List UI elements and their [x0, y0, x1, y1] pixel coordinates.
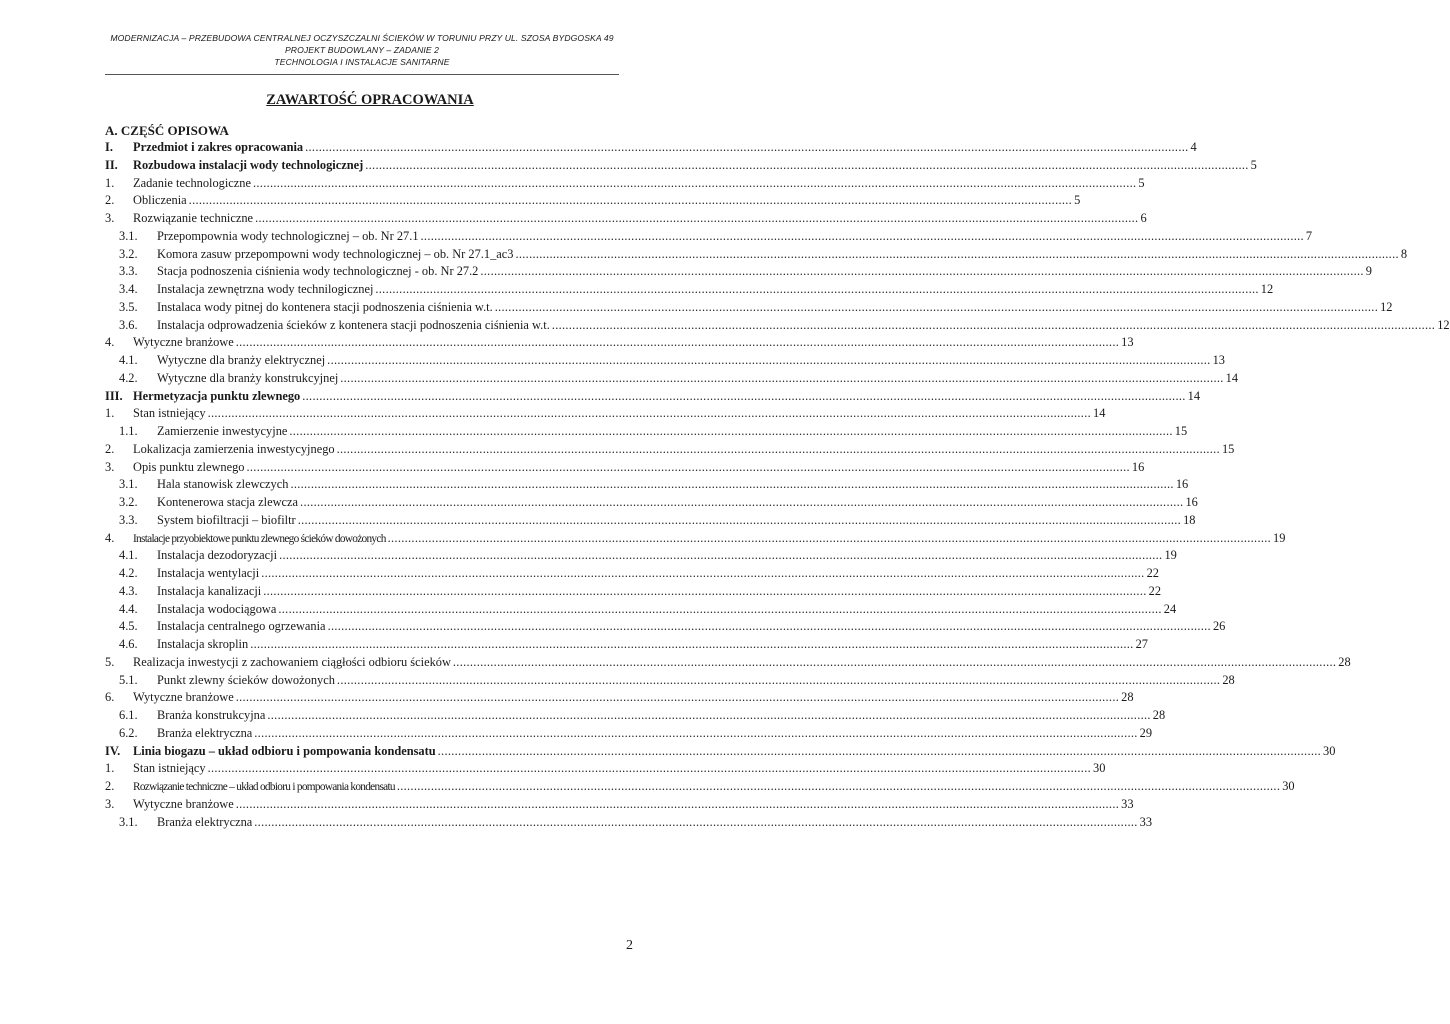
toc-entry-number: 6.2.: [119, 725, 138, 740]
toc-dot-leader: ....................................................................................................................................................................................................................................................................: [437, 743, 1322, 758]
toc-entry-page: 7: [1305, 228, 1313, 243]
toc-entry[interactable]: [105, 281, 1274, 299]
toc-entry[interactable]: [105, 317, 1450, 335]
toc-dot-leader: ....................................................................................................................................................................................................................................................................: [297, 512, 1182, 527]
toc-entry[interactable]: [105, 778, 1295, 796]
toc-dot-leader: ....................................................................................................................................................................................................................................................................: [396, 779, 1281, 793]
toc-entry-number: 4.2.: [119, 370, 138, 385]
header-line-2: PROJEKT BUDOWLANY – ZADANIE 2: [284, 45, 440, 55]
toc-entry-number: II.: [105, 157, 118, 172]
toc-entry[interactable]: [105, 441, 1235, 459]
toc-dot-leader: ....................................................................................................................................................................................................................................................................: [279, 548, 1163, 563]
toc-entry-title: Linia biogazu – układ odbioru i pompowania kondensatu: [133, 743, 436, 758]
toc-entry[interactable]: [105, 494, 1198, 512]
toc-entry-title: Instalacja centralnego ogrzewania: [157, 619, 326, 634]
toc-entry-title: Wytyczne branżowe: [133, 690, 234, 705]
header-line-3: TECHNOLOGIA I INSTALACJE SANITARNE: [274, 57, 450, 67]
header-divider: [105, 74, 619, 75]
toc-entry-title: Instalacja skroplin: [157, 637, 249, 651]
toc-entry-title: Zadanie technologiczne: [133, 175, 251, 190]
toc-dot-leader: ....................................................................................................................................................................................................................................................................: [302, 388, 1186, 403]
toc-entry-title: System biofiltracji – biofiltr: [157, 512, 296, 527]
toc-entry[interactable]: [105, 796, 1134, 814]
toc-entry-title: Hala stanowisk zlewczych: [157, 477, 289, 492]
toc-entry-title: Instalacja dezodoryzacji: [157, 548, 278, 563]
toc-dot-leader: ....................................................................................................................................................................................................................................................................: [452, 654, 1337, 669]
toc-entry-page: 16: [1175, 477, 1189, 492]
toc-entry-title: Branża elektryczna: [157, 725, 253, 740]
toc-entry[interactable]: [105, 547, 1177, 565]
toc-entry-number: 3.: [105, 211, 115, 225]
toc-entry-number: 4.2.: [119, 566, 138, 580]
toc-entry-page: 8: [1400, 246, 1408, 261]
toc-dot-leader: ....................................................................................................................................................................................................................................................................: [327, 353, 1211, 367]
toc-entry[interactable]: [105, 636, 1148, 654]
toc-entry-page: 28: [1338, 654, 1351, 669]
toc-entry-page: 22: [1146, 566, 1159, 580]
toc-entry-number: 4.4.: [119, 601, 138, 616]
toc-entry-page: 18: [1183, 512, 1196, 527]
toc-entry-page: 4: [1190, 140, 1197, 154]
toc-dot-leader: ....................................................................................................................................................................................................................................................................: [254, 814, 1138, 829]
toc-entry[interactable]: [105, 352, 1225, 370]
toc-entry-page: 24: [1163, 601, 1177, 616]
toc-entry[interactable]: [105, 672, 1235, 690]
toc-entry-title: Rozwiązanie techniczne – układ odbioru i pompowania kondensatu: [133, 781, 395, 793]
toc-entry-title: Wytyczne branżowe: [133, 335, 234, 350]
page-number: 2: [626, 938, 633, 953]
toc-entry[interactable]: [105, 476, 1189, 494]
toc-entry[interactable]: [105, 512, 1196, 530]
toc-dot-leader: ....................................................................................................................................................................................................................................................................: [515, 246, 1399, 261]
table-of-contents: [105, 139, 1450, 831]
toc-entry-title: Realizacja inwestycji z zachowaniem ciągłości odbioru ścieków: [133, 654, 451, 669]
toc-entry-page: 30: [1323, 743, 1336, 758]
toc-entry[interactable]: [105, 299, 1393, 317]
toc-entry-title: Rozwiązanie techniczne: [133, 211, 254, 225]
toc-entry-page: 5: [1250, 157, 1257, 172]
toc-dot-leader: ....................................................................................................................................................................................................................................................................: [551, 317, 1436, 332]
toc-entry-page: 12: [1380, 299, 1393, 314]
toc-entry-number: 4.: [105, 335, 115, 350]
toc-dot-leader: ....................................................................................................................................................................................................................................................................: [253, 175, 1137, 190]
toc-entry[interactable]: [105, 707, 1166, 725]
toc-dot-leader: ....................................................................................................................................................................................................................................................................: [289, 424, 1173, 438]
toc-entry-number: 3.1.: [119, 477, 138, 492]
toc-entry-page: 6: [1140, 211, 1147, 225]
toc-entry-title: Branża konstrukcyjna: [157, 708, 266, 722]
toc-entry-title: Przedmiot i zakres opracowania: [133, 140, 304, 154]
header-line-1: MODERNIZACJA – PRZEBUDOWA CENTRALNEJ OCZYSZCZALNI ŚCIEKÓW W TORUNIU PRZY UL. SZOSA BYDGOSKA 49: [110, 33, 614, 43]
toc-dot-leader: ....................................................................................................................................................................................................................................................................: [340, 370, 1224, 385]
toc-entry[interactable]: [105, 388, 1201, 406]
toc-dot-leader: ....................................................................................................................................................................................................................................................................: [246, 459, 1130, 474]
toc-entry[interactable]: [105, 459, 1145, 477]
toc-entry-number: 4.1.: [119, 548, 138, 563]
toc-entry-number: 2.: [105, 193, 115, 208]
toc-entry-page: 14: [1225, 370, 1239, 385]
toc-entry[interactable]: [105, 210, 1147, 228]
toc-entry-number: 3.3.: [119, 264, 138, 279]
toc-entry-title: Hermetyzacja punktu zlewnego: [133, 388, 301, 403]
toc-entry-page: 29: [1139, 725, 1153, 740]
toc-entry-number: 4.6.: [119, 637, 138, 651]
toc-entry[interactable]: [105, 689, 1134, 707]
toc-entry-page: 13: [1121, 335, 1134, 350]
toc-entry-title: Branża elektryczna: [157, 814, 253, 829]
toc-entry-number: 4.: [105, 530, 115, 545]
toc-entry-page: 19: [1273, 530, 1286, 545]
toc-entry-title: Instalacja odprowadzenia ścieków z kontenera stacji podnoszenia ciśnienia w.t.: [157, 317, 550, 332]
toc-entry-page: 33: [1139, 814, 1153, 829]
toc-entry-number: 4.3.: [119, 583, 138, 598]
toc-entry-page: 14: [1093, 406, 1106, 421]
toc-entry-title: Kontenerowa stacja zlewcza: [157, 495, 299, 509]
toc-dot-leader: ....................................................................................................................................................................................................................................................................: [375, 282, 1259, 296]
toc-entry-title: Instalacja wentylacji: [157, 566, 260, 580]
toc-entry[interactable]: [105, 760, 1106, 778]
toc-entry-number: 2.: [105, 779, 115, 793]
toc-entry-title: Stacja podnoszenia ciśnienia wody technologicznej - ob. Nr 27.2: [157, 264, 479, 279]
toc-entry-title: Wytyczne dla branży konstrukcyjnej: [157, 370, 339, 385]
toc-dot-leader: ....................................................................................................................................................................................................................................................................: [261, 566, 1145, 580]
toc-entry-title: Instalacja kanalizacji: [157, 583, 262, 598]
toc-entry-page: 30: [1282, 779, 1295, 793]
toc-entry-title: Instalacje przyobiektowe punktu zlewnego ścieków dowożonych: [133, 532, 386, 545]
toc-entry-page: 28: [1121, 690, 1134, 705]
toc-entry-page: 9: [1365, 264, 1372, 279]
toc-dot-leader: ....................................................................................................................................................................................................................................................................: [300, 495, 1184, 509]
toc-dot-leader: ....................................................................................................................................................................................................................................................................: [327, 619, 1211, 634]
toc-entry-number: 3.5.: [119, 299, 138, 314]
toc-entry-number: 3.2.: [119, 246, 138, 261]
toc-dot-leader: ....................................................................................................................................................................................................................................................................: [278, 601, 1162, 616]
toc-entry-title: Instalacja zewnętrzna wody technilogicznej: [157, 282, 374, 296]
toc-entry-page: 14: [1187, 388, 1201, 403]
toc-entry-page: 22: [1148, 583, 1162, 598]
toc-entry-number: 3.: [105, 459, 115, 474]
toc-entry-number: 6.1.: [119, 708, 138, 722]
toc-entry-page: 30: [1093, 761, 1106, 776]
toc-dot-leader: ....................................................................................................................................................................................................................................................................: [235, 690, 1120, 705]
toc-entry-title: Zamierzenie inwestycyjne: [157, 424, 288, 438]
toc-entry-title: Instalaca wody pitnej do kontenera stacji podnoszenia ciśnienia w.t.: [157, 299, 493, 314]
toc-entry-title: Lokalizacja zamierzenia inwestycyjnego: [133, 441, 335, 456]
toc-entry[interactable]: [105, 139, 1197, 157]
toc-entry[interactable]: [105, 565, 1159, 583]
toc-entry-title: Rozbudowa instalacji wody technologicznej: [133, 157, 364, 172]
toc-entry-title: Punkt zlewny ścieków dowożonych: [157, 672, 335, 687]
toc-entry[interactable]: [105, 601, 1177, 619]
toc-dot-leader: ....................................................................................................................................................................................................................................................................: [336, 672, 1221, 687]
toc-entry-page: 12: [1437, 317, 1450, 332]
toc-entry-title: Komora zasuw przepompowni wody technologicznej – ob. Nr 27.1_ac3: [157, 246, 514, 261]
toc-entry-number: IV.: [105, 743, 121, 758]
toc-entry-title: Stan istniejący: [133, 406, 206, 421]
toc-entry[interactable]: [105, 370, 1239, 388]
toc-dot-leader: ....................................................................................................................................................................................................................................................................: [480, 264, 1364, 279]
toc-entry-page: 5: [1138, 175, 1145, 190]
toc-dot-leader: ....................................................................................................................................................................................................................................................................: [207, 406, 1091, 421]
toc-entry-number: 3.6.: [119, 317, 138, 332]
toc-entry-number: 1.: [105, 175, 115, 190]
toc-entry-title: Wytyczne dla branży elektrycznej: [157, 353, 326, 367]
toc-entry-page: 13: [1212, 353, 1225, 367]
toc-entry-page: 16: [1131, 459, 1145, 474]
toc-entry-number: 3.4.: [119, 282, 138, 296]
toc-dot-leader: ....................................................................................................................................................................................................................................................................: [207, 761, 1091, 776]
toc-entry-number: 5.1.: [119, 672, 138, 687]
toc-entry[interactable]: [105, 725, 1153, 743]
toc-entry[interactable]: [105, 654, 1351, 672]
toc-entry[interactable]: [105, 246, 1408, 264]
toc-entry-page: 12: [1260, 282, 1274, 296]
toc-entry-number: 2.: [105, 441, 115, 456]
toc-entry-title: Obliczenia: [133, 193, 187, 208]
toc-entry-number: 3.: [105, 796, 115, 811]
toc-entry-title: Wytyczne branżowe: [133, 796, 234, 811]
toc-entry-page: 15: [1174, 424, 1188, 438]
toc-dot-leader: ....................................................................................................................................................................................................................................................................: [494, 299, 1379, 314]
toc-entry[interactable]: [105, 263, 1372, 281]
toc-entry-page: 33: [1121, 796, 1134, 811]
toc-entry-number: 3.3.: [119, 512, 138, 527]
toc-entry-number: 3.1.: [119, 814, 138, 829]
toc-entry-number: 1.: [105, 761, 115, 776]
toc-entry-page: 5: [1074, 193, 1081, 208]
toc-entry[interactable]: [105, 334, 1134, 352]
toc-entry[interactable]: [105, 618, 1226, 636]
toc-entry-number: 6.: [105, 690, 115, 705]
toc-dot-leader: ....................................................................................................................................................................................................................................................................: [250, 637, 1134, 651]
toc-entry[interactable]: [105, 192, 1081, 210]
toc-entry-page: 28: [1152, 708, 1166, 722]
toc-entry-title: Przepompownia wody technologicznej – ob. Nr 27.1: [157, 228, 419, 243]
toc-entry-number: 1.1.: [119, 424, 138, 438]
toc-entry[interactable]: [105, 405, 1106, 423]
toc-dot-leader: ....................................................................................................................................................................................................................................................................: [305, 140, 1189, 154]
toc-entry-page: 19: [1164, 548, 1177, 563]
toc-dot-leader: ....................................................................................................................................................................................................................................................................: [254, 725, 1138, 740]
toc-entry-page: 16: [1185, 495, 1198, 509]
toc-dot-leader: ....................................................................................................................................................................................................................................................................: [255, 211, 1139, 225]
toc-entry[interactable]: [105, 157, 1257, 175]
toc-entry-page: 27: [1135, 637, 1148, 651]
toc-entry[interactable]: [105, 423, 1188, 441]
toc-entry-number: 3.1.: [119, 228, 138, 243]
section-heading: A. CZĘŚĆ OPISOWA: [105, 123, 229, 138]
toc-entry-title: Opis punktu zlewnego: [133, 459, 245, 474]
toc-dot-leader: ....................................................................................................................................................................................................................................................................: [235, 335, 1120, 350]
toc-dot-leader: ....................................................................................................................................................................................................................................................................: [235, 796, 1120, 811]
toc-dot-leader: ....................................................................................................................................................................................................................................................................: [336, 441, 1220, 456]
toc-dot-leader: ....................................................................................................................................................................................................................................................................: [263, 583, 1147, 598]
toc-entry-page: 26: [1212, 619, 1226, 634]
toc-entry[interactable]: [105, 583, 1162, 601]
toc-dot-leader: ....................................................................................................................................................................................................................................................................: [188, 193, 1073, 208]
toc-entry-number: 5.: [105, 654, 115, 669]
toc-dot-leader: ....................................................................................................................................................................................................................................................................: [365, 157, 1249, 172]
toc-entry-title: Stan istniejący: [133, 761, 206, 776]
toc-entry[interactable]: [105, 228, 1313, 246]
toc-entry[interactable]: [105, 530, 1286, 548]
toc-entry-title: Instalacja wodociągowa: [157, 601, 277, 616]
toc-entry[interactable]: [105, 814, 1153, 832]
toc-entry-page: 28: [1222, 672, 1235, 687]
toc-dot-leader: ....................................................................................................................................................................................................................................................................: [290, 477, 1174, 492]
document-title: ZAWARTOŚĆ OPRACOWANIA: [266, 92, 474, 108]
toc-dot-leader: ....................................................................................................................................................................................................................................................................: [267, 708, 1151, 722]
toc-dot-leader: ....................................................................................................................................................................................................................................................................: [387, 530, 1272, 545]
toc-entry-number: 4.1.: [119, 353, 138, 367]
toc-entry-number: 1.: [105, 406, 115, 421]
page-header: [105, 32, 619, 68]
toc-entry[interactable]: [105, 175, 1145, 193]
toc-entry-number: 4.5.: [119, 619, 138, 634]
toc-entry-number: III.: [105, 388, 123, 403]
toc-dot-leader: ....................................................................................................................................................................................................................................................................: [420, 228, 1304, 243]
toc-entry-number: 3.2.: [119, 495, 138, 509]
toc-entry[interactable]: [105, 743, 1336, 761]
toc-entry-number: I.: [105, 140, 113, 154]
toc-entry-page: 15: [1221, 441, 1235, 456]
